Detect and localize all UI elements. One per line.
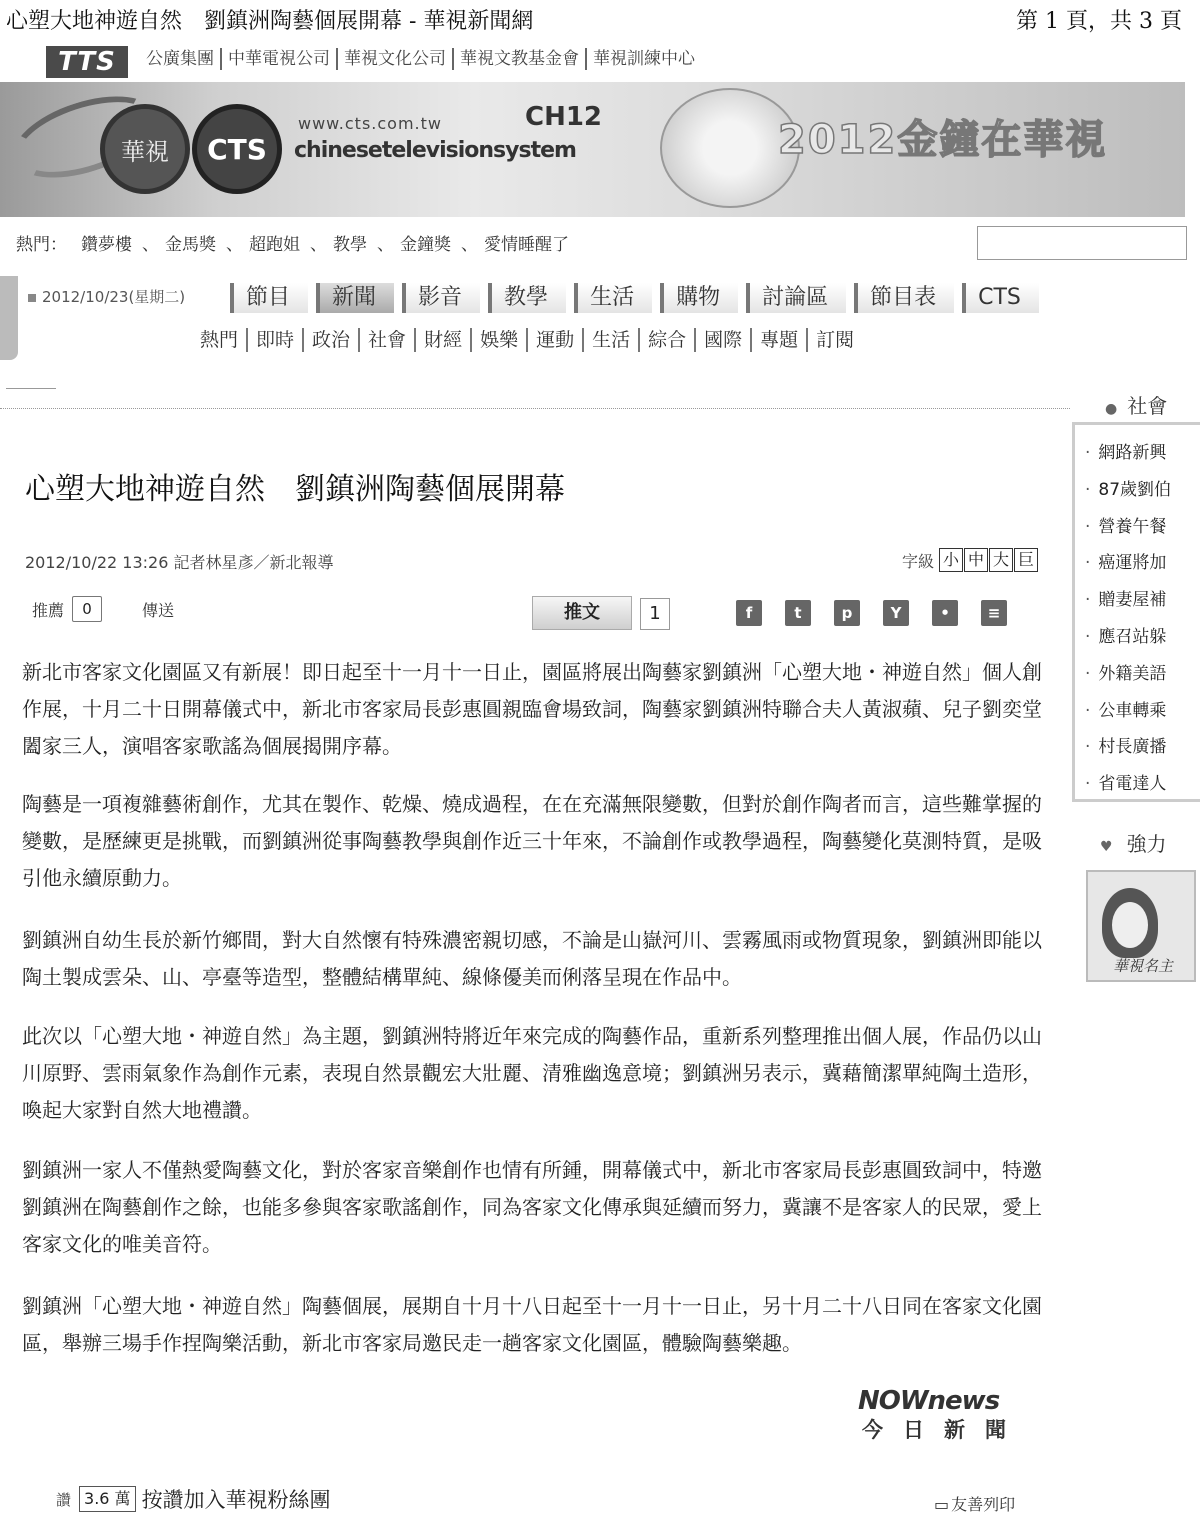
- group-logo[interactable]: TTS: [46, 46, 128, 78]
- tab-video[interactable]: 影音: [402, 283, 480, 313]
- trophy-icon[interactable]: Y: [883, 600, 909, 626]
- site-banner[interactable]: [0, 82, 1185, 217]
- tab-education[interactable]: 教學: [488, 283, 566, 313]
- group-link-cts[interactable]: 中華電視公司: [222, 48, 338, 70]
- source-logo: [858, 1386, 1044, 1440]
- tab-schedule[interactable]: 節目表: [854, 283, 954, 313]
- sidebar-item[interactable]: · 營養午餐: [1085, 509, 1200, 546]
- subtab-special[interactable]: 專題: [752, 328, 808, 352]
- hot-item[interactable]: 教學: [333, 235, 367, 255]
- article-headline: 心塑大地神遊自然 劉鎮洲陶藝個展開幕: [25, 472, 565, 507]
- hot-keywords: [16, 230, 573, 255]
- sidebar-item[interactable]: · 應召站躲: [1085, 619, 1200, 656]
- hot-label: 熱門：: [16, 235, 67, 255]
- subtab-society[interactable]: 社會: [360, 328, 416, 352]
- like-button[interactable]: 讚: [56, 1490, 72, 1509]
- subtab-general[interactable]: 綜合: [640, 328, 696, 352]
- tab-programs[interactable]: 節目: [230, 283, 308, 313]
- bullet-icon: ●: [1105, 401, 1118, 417]
- article-paragraph: 劉鎮洲一家人不僅熱愛陶藝文化，對於客家音樂創作也情有所鍾，開幕儀式中，新北市客家局長彭惠圓致詞中，特邀劉鎮洲在陶藝創作之餘，也能多參與客家歌謠創作，同為客家文化傳承與延續而努力，冀讓不是客家人的民眾，愛上客家文化的唯美音符。: [22, 1158, 1042, 1256]
- sidebar-item[interactable]: · 網路新興: [1085, 435, 1200, 472]
- site-url: www.cts.com.tw: [298, 114, 442, 133]
- recommend-count: 0: [72, 596, 102, 622]
- comment-icon[interactable]: •: [932, 600, 958, 626]
- hot-separator: 、: [142, 235, 159, 255]
- hot-separator: 、: [310, 235, 327, 255]
- tab-forum[interactable]: 討論區: [746, 283, 846, 313]
- hot-item[interactable]: 金鐘獎: [400, 235, 451, 255]
- facebook-icon[interactable]: f: [736, 600, 762, 626]
- hot-separator: 、: [226, 235, 243, 255]
- group-link-culture[interactable]: 華視文化公司: [338, 48, 454, 70]
- subtab-politics[interactable]: 政治: [304, 328, 360, 352]
- hot-item[interactable]: 愛情睡醒了: [484, 235, 569, 255]
- heart-icon: ♥: [1100, 839, 1113, 855]
- sub-nav: [192, 328, 862, 352]
- site-tagline: chinesetelevisionsystem: [294, 138, 576, 163]
- sidebar-item[interactable]: · 癌運將加: [1085, 545, 1200, 582]
- subtab-subscribe[interactable]: 訂閱: [816, 329, 855, 351]
- hot-separator: 、: [377, 235, 394, 255]
- group-link-pts[interactable]: 公廣集團: [140, 48, 222, 70]
- tweet-button[interactable]: 推文: [532, 596, 632, 630]
- subtab-realtime[interactable]: 即時: [248, 328, 304, 352]
- print-icon[interactable]: ≡: [981, 600, 1007, 626]
- channel-badge: CH12: [525, 102, 603, 132]
- article-actions: [32, 596, 174, 622]
- sidebar-item[interactable]: · 公車轉乘: [1085, 693, 1200, 730]
- sidebar-item[interactable]: · 贈妻屋補: [1085, 582, 1200, 619]
- sidebar-list: [1072, 422, 1200, 802]
- article-paragraph: 陶藝是一項複雜藝術創作，尤其在製作、乾燥、燒成過程，在在充滿無限變數，但對於創作陶者而言，這些難掌握的變數，是歷練更是挑戰，而劉鎮洲從事陶藝教學與創作近三十年來，不論創作或教學過程，陶藝變化莫測特質，是吸引他永續原動力。: [22, 792, 1042, 890]
- tab-news[interactable]: 新聞: [316, 283, 394, 313]
- plurk-icon[interactable]: p: [834, 600, 860, 626]
- subtab-entertainment[interactable]: 娛樂: [472, 328, 528, 352]
- article-paragraph: 此次以「心塑大地・神遊自然」為主題，劉鎮洲特將近年來完成的陶藝作品，重新系列整理推出個人展，作品仍以山川原野、雲雨氣象作為創作元素，表現自然景觀宏大壯麗、清雅幽逸意境；劉鎮洲另表示，冀藉簡潔單純陶土造形，喚起大家對自然大地禮讚。: [22, 1024, 1042, 1122]
- source-logo-text: NOWnews: [858, 1386, 1000, 1416]
- hot-separator: 、: [461, 235, 478, 255]
- print-friendly-link[interactable]: ▭ 友善列印: [934, 1492, 1015, 1515]
- anchor-face: [1112, 902, 1148, 948]
- font-size-huge[interactable]: 巨: [1014, 548, 1038, 572]
- font-size-medium[interactable]: 中: [964, 548, 988, 572]
- article-paragraph: 新北市客家文化園區又有新展！即日起至十一月十一日止，園區將展出陶藝家劉鎮洲「心塑大地・神遊自然」個人創作展，十月二十日開幕儀式中，新北市客家局長彭惠圓親臨會場致詞，陶藝家劉鎮洲特聯合夫人黃淑蘋、兒子劉奕堂闔家三人，演唱客家歌謠為個展揭開序幕。: [22, 660, 1042, 758]
- tab-shopping[interactable]: 購物: [660, 283, 738, 313]
- anchor-caption: 華視名主: [1112, 957, 1173, 975]
- sidebar-heading-text: 社會: [1127, 394, 1168, 418]
- sidebar-item[interactable]: · 外籍美語: [1085, 656, 1200, 693]
- tweet-count: 1: [640, 598, 670, 630]
- source-name: 今日新聞: [862, 1418, 1026, 1442]
- font-size-large[interactable]: 大: [989, 548, 1013, 572]
- send-button[interactable]: 傳送: [142, 600, 175, 620]
- sidebar-item[interactable]: · 村長廣播: [1085, 729, 1200, 766]
- search-input[interactable]: [977, 226, 1187, 260]
- hua-shi-logo: 華視: [100, 104, 190, 194]
- sidebar-item[interactable]: · 87歲劉伯: [1085, 472, 1200, 509]
- share-icons: [736, 600, 1030, 626]
- tab-life[interactable]: 生活: [574, 283, 652, 313]
- sidebar-strong-heading: [1100, 828, 1167, 857]
- group-link-training[interactable]: 華視訓練中心: [593, 49, 695, 69]
- font-size-control: [902, 548, 1038, 572]
- font-size-small[interactable]: 小: [939, 548, 963, 572]
- recommend-button[interactable]: 推薦: [32, 600, 65, 620]
- subtab-sports[interactable]: 運動: [528, 328, 584, 352]
- hot-item[interactable]: 超跑姐: [249, 235, 300, 255]
- sidebar-strong-text: 強力: [1126, 832, 1167, 856]
- join-fan-link[interactable]: 按讚加入華視粉絲團: [141, 1488, 331, 1512]
- anchor-photo[interactable]: [1086, 870, 1196, 982]
- group-links: [140, 48, 701, 70]
- hot-item[interactable]: 金馬獎: [165, 235, 216, 255]
- subtab-life[interactable]: 生活: [584, 328, 640, 352]
- tab-cts[interactable]: CTS: [962, 283, 1039, 313]
- page-indicator: 第 1 頁，共 3 頁: [1016, 9, 1182, 34]
- like-count: 3.6 萬: [79, 1486, 136, 1512]
- main-nav: [230, 278, 1190, 318]
- divider: [0, 408, 1070, 409]
- document-title: 心塑大地神遊自然 劉鎮洲陶藝個展開幕 - 華視新聞網: [6, 9, 534, 34]
- sidebar-item[interactable]: · 省電達人: [1085, 766, 1200, 803]
- subtab-finance[interactable]: 財經: [416, 328, 472, 352]
- sidebar-heading: [1105, 390, 1167, 419]
- article-paragraph: 劉鎮洲「心塑大地・神遊自然」陶藝個展，展期自十月十八日起至十一月十一日止，另十月二十八日同在客家文化園區，舉辦三場手作捏陶樂活動，新北市客家局邀民走一趟客家文化園區，體驗陶藝樂趣。: [22, 1294, 1042, 1355]
- left-edge-tab: [0, 276, 18, 360]
- hot-item[interactable]: 鑽夢樓: [81, 235, 132, 255]
- font-size-label: 字級: [902, 551, 935, 571]
- cts-logo: CTS: [192, 104, 282, 194]
- group-link-foundation[interactable]: 華視文教基金會: [454, 48, 587, 70]
- like-bar: [56, 1484, 331, 1514]
- article-paragraph: 劉鎮洲自幼生長於新竹鄉間，對大自然懷有特殊濃密親切感，不論是山嶽河川、雲霧風雨或物質現象，劉鎮洲即能以陶土製成雲朵、山、亭臺等造型，整體結構單純、線條優美而俐落呈現在作品中。: [22, 928, 1042, 989]
- divider: [6, 388, 56, 389]
- twitter-icon[interactable]: t: [785, 600, 811, 626]
- promo-text: 2012金鐘在華視: [778, 117, 1108, 163]
- article-meta: 2012/10/22 13:26 記者林星彥／新北報導: [25, 553, 334, 572]
- current-date: 2012/10/23(星期二): [28, 286, 185, 307]
- subtab-hot[interactable]: 熱門: [192, 328, 248, 352]
- subtab-international[interactable]: 國際: [696, 328, 752, 352]
